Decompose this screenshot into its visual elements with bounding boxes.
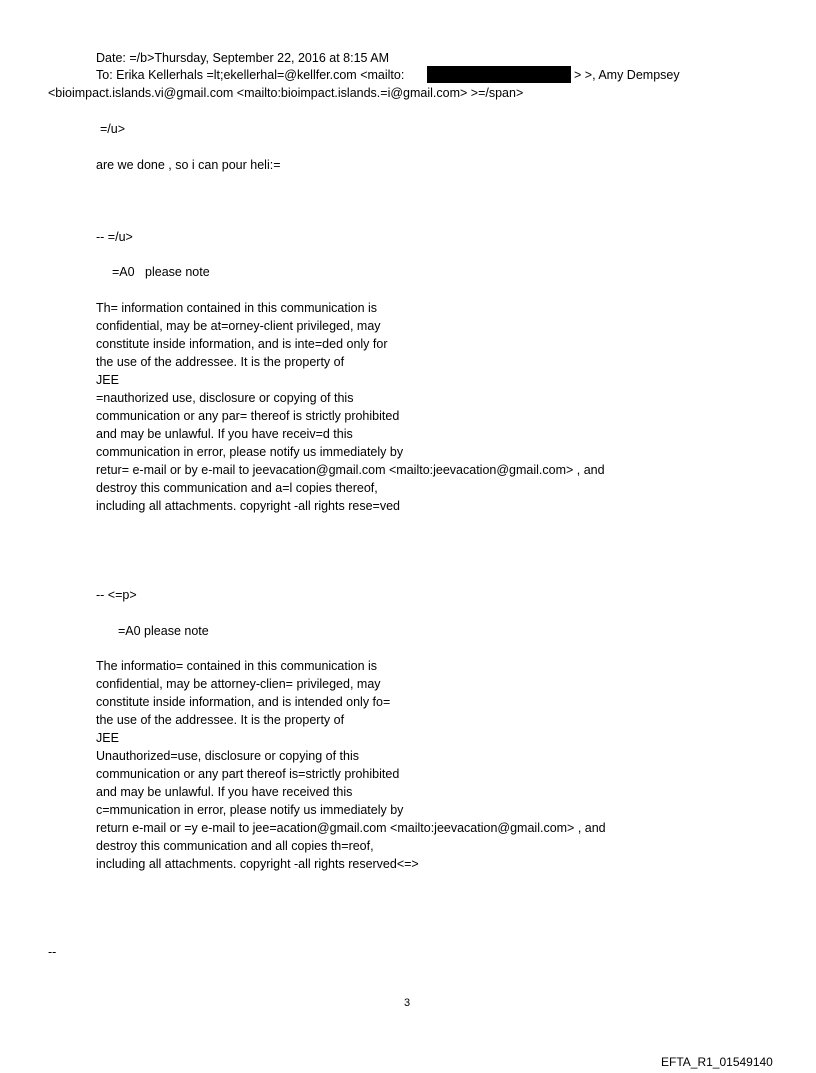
disclaimer-line: c=mmunication in error, please notify us immediately by [96,803,404,817]
disclaimer-line: destroy this communication and all copies th=reof, [96,839,374,853]
disclaimer-line: return e-mail or =y e-mail to jee=acation@gmail.com <mailto:jeevacation@gmail.com> , and [96,821,606,835]
to-line-start: To: Erika Kellerhals =lt;ekellerhal=@kellfer.com <mailto: [96,68,405,82]
disclaimer-line: =nauthorized use, disclosure or copying of this [96,391,354,405]
disclaimer-line: Th= information contained in this communication is [96,301,378,315]
disclaimer-line: communication in error, please notify us immediately by [96,445,404,459]
disclaimer-line: the use of the addressee. It is the property of [96,355,345,369]
disclaimer-line: JEE [96,731,119,745]
separator-line-2: -- <=p> [96,588,137,602]
disclaimer-line: confidential, may be attorney-clien= privileged, may [96,677,381,691]
disclaimer-line: and may be unlawful. If you have receiv=d this [96,427,353,441]
disclaimer-line: confidential, may be at=orney-client privileged, may [96,319,381,333]
disclaimer-line: destroy this communication and a=l copies thereof, [96,481,378,495]
disclaimer-line: Unauthorized=use, disclosure or copying of this [96,749,359,763]
to-line-end: > >, Amy Dempsey [574,68,680,82]
message-line: are we done , so i can pour heli:= [96,158,281,172]
disclaimer-line: communication or any par= thereof is strictly prohibited [96,409,400,423]
to-line-continued: <bioimpact.islands.vi@gmail.com <mailto:bioimpact.islands.=i@gmail.com> >=/span> [48,86,524,100]
page-number: 3 [404,997,411,1009]
redaction-box [427,66,571,83]
please-note-2: =A0 please note [118,624,209,638]
disclaimer-line: including all attachments. copyright -all rights reserved<=> [96,857,419,871]
disclaimer-line: The informatio= contained in this communication is [96,659,378,673]
disclaimer-line: the use of the addressee. It is the property of [96,713,345,727]
disclaimer-line: constitute inside information, and is inte=ded only for [96,337,388,351]
disclaimer-line: and may be unlawful. If you have received this [96,785,353,799]
disclaimer-line: retur= e-mail or by e-mail to jeevacation@gmail.com <mailto:jeevacation@gmail.com> , and [96,463,605,477]
disclaimer-line: JEE [96,373,119,387]
date-line: Date: =/b>Thursday, September 22, 2016 at 8:15 AM [96,51,390,65]
separator-line-1: -- =/u> [96,230,133,244]
trailing-dashes: -- [48,945,57,959]
document-id: EFTA_R1_01549140 [661,1055,773,1069]
disclaimer-line: communication or any part thereof is=strictly prohibited [96,767,400,781]
disclaimer-line: including all attachments. copyright -all rights rese=ved [96,499,400,513]
disclaimer-line: constitute inside information, and is intended only fo= [96,695,391,709]
please-note-1: =A0 please note [112,265,210,279]
u-tag-line: =/u> [100,122,126,136]
